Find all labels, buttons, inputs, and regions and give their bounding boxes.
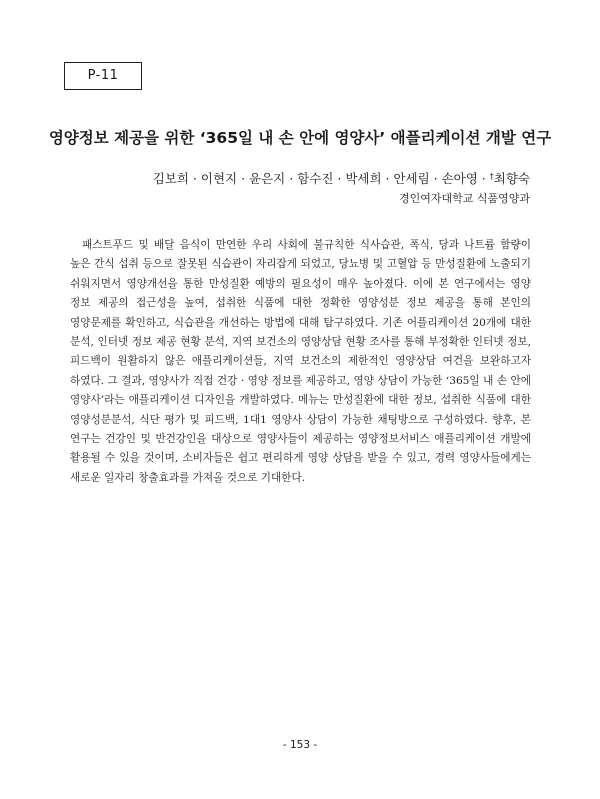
author-list	[100, 170, 530, 188]
author-affiliation: 경인여자대학교 식품영양과	[398, 192, 530, 205]
page-number: - 153 -	[282, 739, 318, 751]
corresponding-author-mark: †	[489, 172, 494, 181]
author-names: 김보희 · 이현지 · 윤은지 · 함수진 · 박세희 · 안세림 · 손아영 ·	[152, 171, 490, 186]
poster-id-box: P-11	[64, 62, 142, 90]
abstract-body: 패스트푸드 및 배달 음식이 만연한 우리 사회에 불규칙한 식사습관, 폭식, 당과 나트륨 함량이 높은 간식 섭취 등으로 잘못된 식습관이 자리잡게 되었고, 당뇨병 및 고혈압 등 만성질환에 노출되기 쉬워지면서 영양개선을 통한 만성질환 예방의 필요성이 매우 높아졌다. 이에 본 연구에서는 영양 정보 제공의 접근성을 높여, 섭취한 식품에 대한 정확한 영양성분 정보 제공을 통해 본인의 영양문제를 확인하고, 식습관을 개선하는 방법에 대해 탐구하였다. 기존 어플리케이션 20개에 대한 분석, 인터넷 정보 제공 현황 분석, 지역 보건소의 영양상담 현황 조사를 통해 부정확한 인터넷 정보, 피드백이 원활하지 않은 애플리케이션들, 지역 보건소의 제한적인 영양상담 여건을 보완하고자 하였다. 그 결과, 영양사가 직접 건강 · 영양 정보를 제공하고, 영양 상담이 가능한 ‘365일 내 손 안에 영양사’라는 애플리케이션 디자인을 개발하였다. 메뉴는 만성질환에 대한 정보, 섭취한 식품에 대한 영양성분분석, 식단 평가 및 피드백, 1대1 영양사 상담이 가능한 채팅방으로 구성하였다. 향후, 본 연구는 건강인 및 반건강인을 대상으로 영양사들이 제공하는 영양정보서비스 애플리케이션 개발에 활용될 수 있을 것이며, 소비자들은 쉽고 편리하게 영양 상담을 받을 수 있고, 경력 영양사들에게는 새로운 일자리 창출효과를 가져올 것으로 기대한다.	[70, 239, 531, 484]
corresponding-author-name: 최향숙	[493, 171, 530, 186]
paper-title: 영양정보 제공을 위한 ‘365일 내 손 안에 영양사’ 애플리케이션 개발 연구	[48, 129, 552, 147]
